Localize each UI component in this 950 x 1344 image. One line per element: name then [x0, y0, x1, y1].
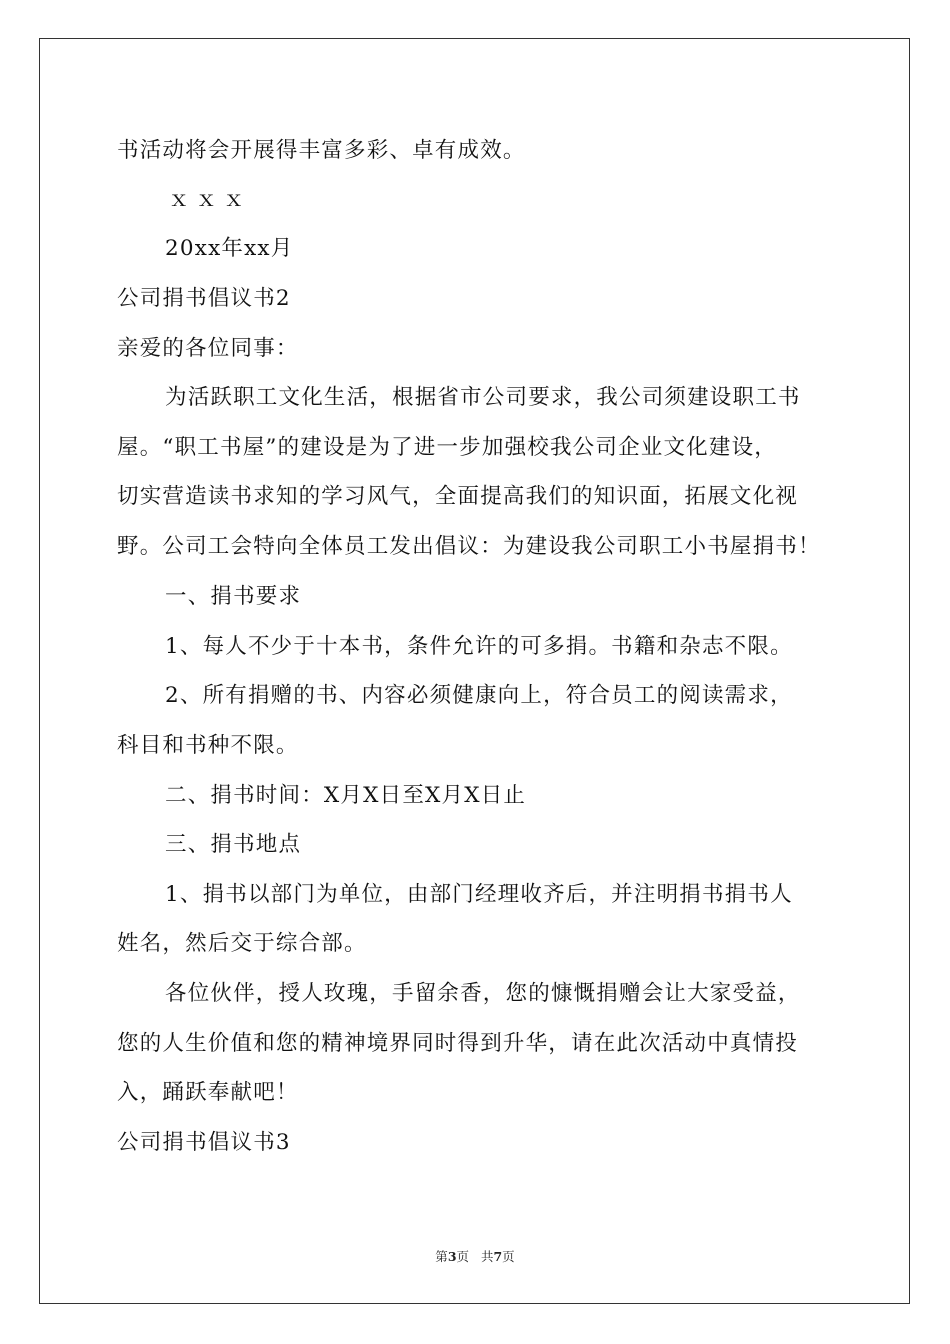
paragraph-line: 各位伙伴，授人玫瑰，手留余香，您的慷慨捐赠会让大家受益，	[165, 981, 801, 1006]
paragraph-line: 为活跃职工文化生活，根据省市公司要求，我公司须建设职工书	[165, 385, 801, 410]
list-heading: 三、捐书地点	[165, 832, 302, 857]
page-border	[39, 38, 910, 1304]
list-heading: 一、捐书要求	[165, 584, 302, 609]
paragraph-line: 您的人生价值和您的精神境界同时得到升华，请在此次活动中真情投	[117, 1031, 799, 1056]
section-title: 公司捐书倡议书3	[117, 1130, 291, 1155]
total-suffix: 页	[502, 1249, 515, 1264]
paragraph-line: 入，踊跃奉献吧！	[117, 1080, 299, 1105]
list-heading: 二、捐书时间：X月X日至X月X日止	[165, 783, 527, 808]
page-footer	[0, 1247, 950, 1265]
date-line: 20xx年xx月	[165, 236, 294, 261]
paragraph-line: 姓名，然后交于综合部。	[117, 931, 367, 956]
page-suffix: 页	[456, 1249, 470, 1264]
paragraph-line: 书活动将会开展得丰富多彩、卓有成效。	[117, 138, 526, 163]
current-page-number: 3	[447, 1249, 457, 1264]
paragraph-line: 切实营造读书求知的学习风气，全面提高我们的知识面，拓展文化视	[117, 484, 799, 509]
page-prefix: 第	[435, 1249, 448, 1264]
paragraph-line: 野。公司工会特向全体员工发出倡议：为建设我公司职工小书屋捐书！	[117, 534, 821, 559]
section-title: 公司捐书倡议书2	[117, 286, 291, 311]
paragraph-line: 屋。“职工书屋”的建设是为了进一步加强校我公司企业文化建设，	[117, 435, 777, 460]
total-prefix: 共	[480, 1249, 494, 1264]
paragraph-line: 科目和书种不限。	[117, 733, 299, 758]
list-item: 2、所有捐赠的书、内容必须健康向上，符合员工的阅读需求，	[165, 683, 793, 708]
signature-placeholder: ｘｘｘ	[168, 187, 251, 212]
total-pages-number: 7	[493, 1249, 503, 1264]
list-item: 1、每人不少于十本书，条件允许的可多捐。书籍和杂志不限。	[165, 634, 793, 659]
list-item: 1、捐书以部门为单位，由部门经理收齐后，并注明捐书捐书人	[165, 882, 793, 907]
salutation: 亲爱的各位同事：	[117, 336, 299, 361]
